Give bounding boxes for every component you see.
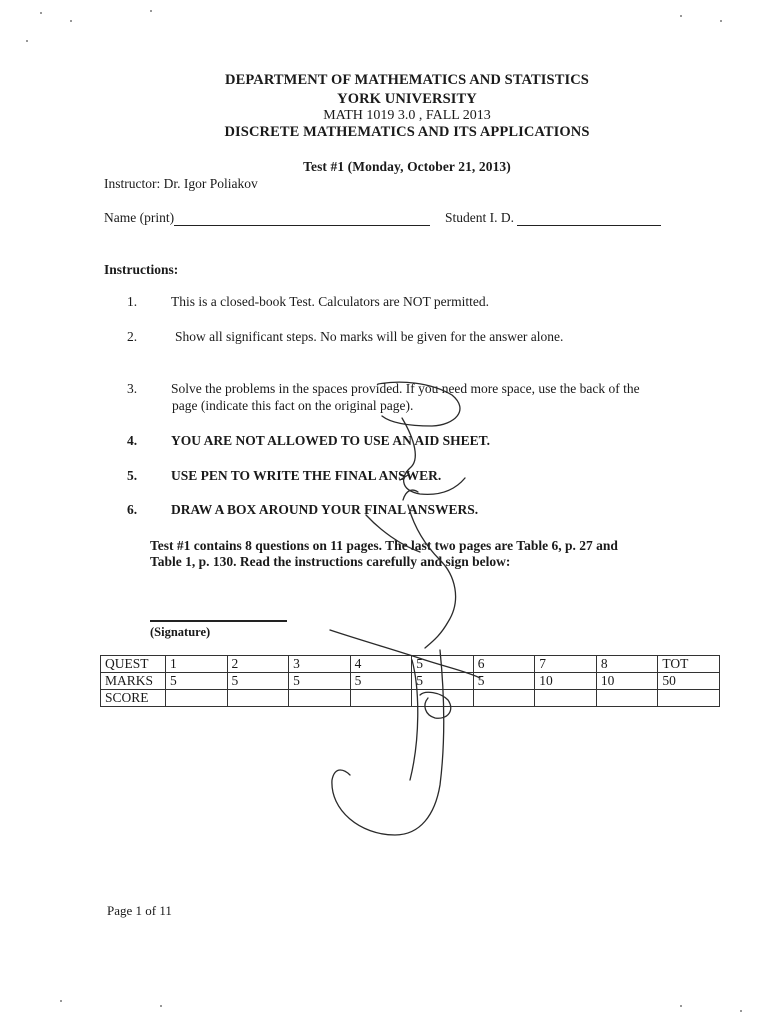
instruction-text: USE PEN TO WRITE THE FINAL ANSWER. [171, 468, 442, 483]
instruction-text: This is a closed-book Test. Calculators are NOT permitted. [171, 294, 489, 309]
scan-speck [680, 15, 682, 17]
table-cell: 2 [227, 656, 289, 673]
page-number: Page 1 of 11 [107, 903, 172, 918]
student-id-field[interactable] [445, 210, 661, 226]
instructor-line: Instructor: Dr. Igor Poliakov [104, 176, 258, 191]
table-cell: 5 [227, 673, 289, 690]
instruction-item [127, 294, 489, 310]
table-cell: 5 [166, 673, 228, 690]
scan-speck [680, 1005, 682, 1007]
scan-speck [60, 1000, 62, 1002]
score-cell[interactable] [412, 690, 474, 707]
table-cell: TOT [658, 656, 720, 673]
table-cell: 10 [535, 673, 597, 690]
table-cell: 5 [412, 673, 474, 690]
signature-line[interactable] [150, 620, 287, 622]
score-cell[interactable] [473, 690, 535, 707]
student-id-blank[interactable] [517, 211, 661, 226]
course-title: DISCRETE MATHEMATICS AND ITS APPLICATIONS [224, 124, 590, 140]
instruction-number: 2. [127, 329, 138, 344]
instruction-text: Solve the problems in the spaces provided. If you need more space, use the back of the [171, 381, 640, 396]
test-note-line1: Test #1 contains 8 questions on 11 pages. The last two pages are Table 6, p. 27 and [150, 538, 618, 553]
table-cell: 5 [473, 673, 535, 690]
row-label: QUEST [101, 656, 166, 673]
name-blank[interactable] [174, 211, 430, 226]
student-id-label: Student I. D. [445, 210, 514, 225]
table-row [101, 673, 720, 690]
instructions-heading: Instructions: [104, 262, 179, 277]
instruction-text: Show all significant steps. No marks will be given for the answer alone. [175, 329, 564, 344]
instruction-item [127, 329, 563, 345]
score-table [100, 655, 720, 707]
table-cell: 4 [350, 656, 412, 673]
score-cell[interactable] [166, 690, 228, 707]
name-field[interactable] [104, 210, 430, 226]
scan-speck [150, 10, 152, 12]
table-cell: 5 [412, 656, 474, 673]
instruction-number: 5. [127, 468, 138, 483]
scan-speck [720, 20, 722, 22]
table-cell: 8 [596, 656, 658, 673]
table-cell: 7 [535, 656, 597, 673]
score-cell[interactable] [596, 690, 658, 707]
score-cell[interactable] [227, 690, 289, 707]
table-cell: 10 [596, 673, 658, 690]
instruction-item [127, 502, 478, 518]
table-cell: 5 [289, 673, 351, 690]
instruction-number: 4. [127, 433, 138, 448]
test-title: Test #1 (Monday, October 21, 2013) [303, 159, 511, 174]
table-cell: 50 [658, 673, 720, 690]
scan-speck [26, 40, 28, 42]
university-heading: YORK UNIVERSITY [337, 91, 477, 107]
instruction-text-continued: page (indicate this fact on the original page). [172, 398, 414, 413]
scan-speck [740, 1010, 742, 1012]
table-cell: 1 [166, 656, 228, 673]
name-label: Name (print) [104, 210, 175, 225]
test-note-line2: Table 1, p. 130. Read the instructions carefully and sign below: [150, 554, 511, 569]
score-cell[interactable] [658, 690, 720, 707]
score-cell[interactable] [535, 690, 597, 707]
instruction-text: YOU ARE NOT ALLOWED TO USE AN AID SHEET. [171, 433, 490, 448]
table-row [101, 690, 720, 707]
table-cell: 3 [289, 656, 351, 673]
instruction-text: DRAW A BOX AROUND YOUR FINAL ANSWERS. [171, 502, 479, 517]
scan-speck [160, 1005, 162, 1007]
row-label: SCORE [101, 690, 166, 707]
instruction-number: 3. [127, 381, 138, 396]
course-code: MATH 1019 3.0 , FALL 2013 [323, 108, 491, 123]
signature-label: (Signature) [150, 625, 211, 639]
department-heading: DEPARTMENT OF MATHEMATICS AND STATISTICS [225, 72, 589, 88]
table-cell: 5 [350, 673, 412, 690]
instruction-number: 6. [127, 502, 138, 517]
score-cell[interactable] [289, 690, 351, 707]
instruction-item [127, 433, 490, 449]
instruction-item [127, 381, 640, 397]
scan-speck [70, 20, 72, 22]
scan-speck [40, 12, 42, 14]
score-cell[interactable] [350, 690, 412, 707]
instruction-item [127, 468, 441, 484]
instruction-number: 1. [127, 294, 138, 309]
row-label: MARKS [101, 673, 166, 690]
table-row [101, 656, 720, 673]
table-cell: 6 [473, 656, 535, 673]
